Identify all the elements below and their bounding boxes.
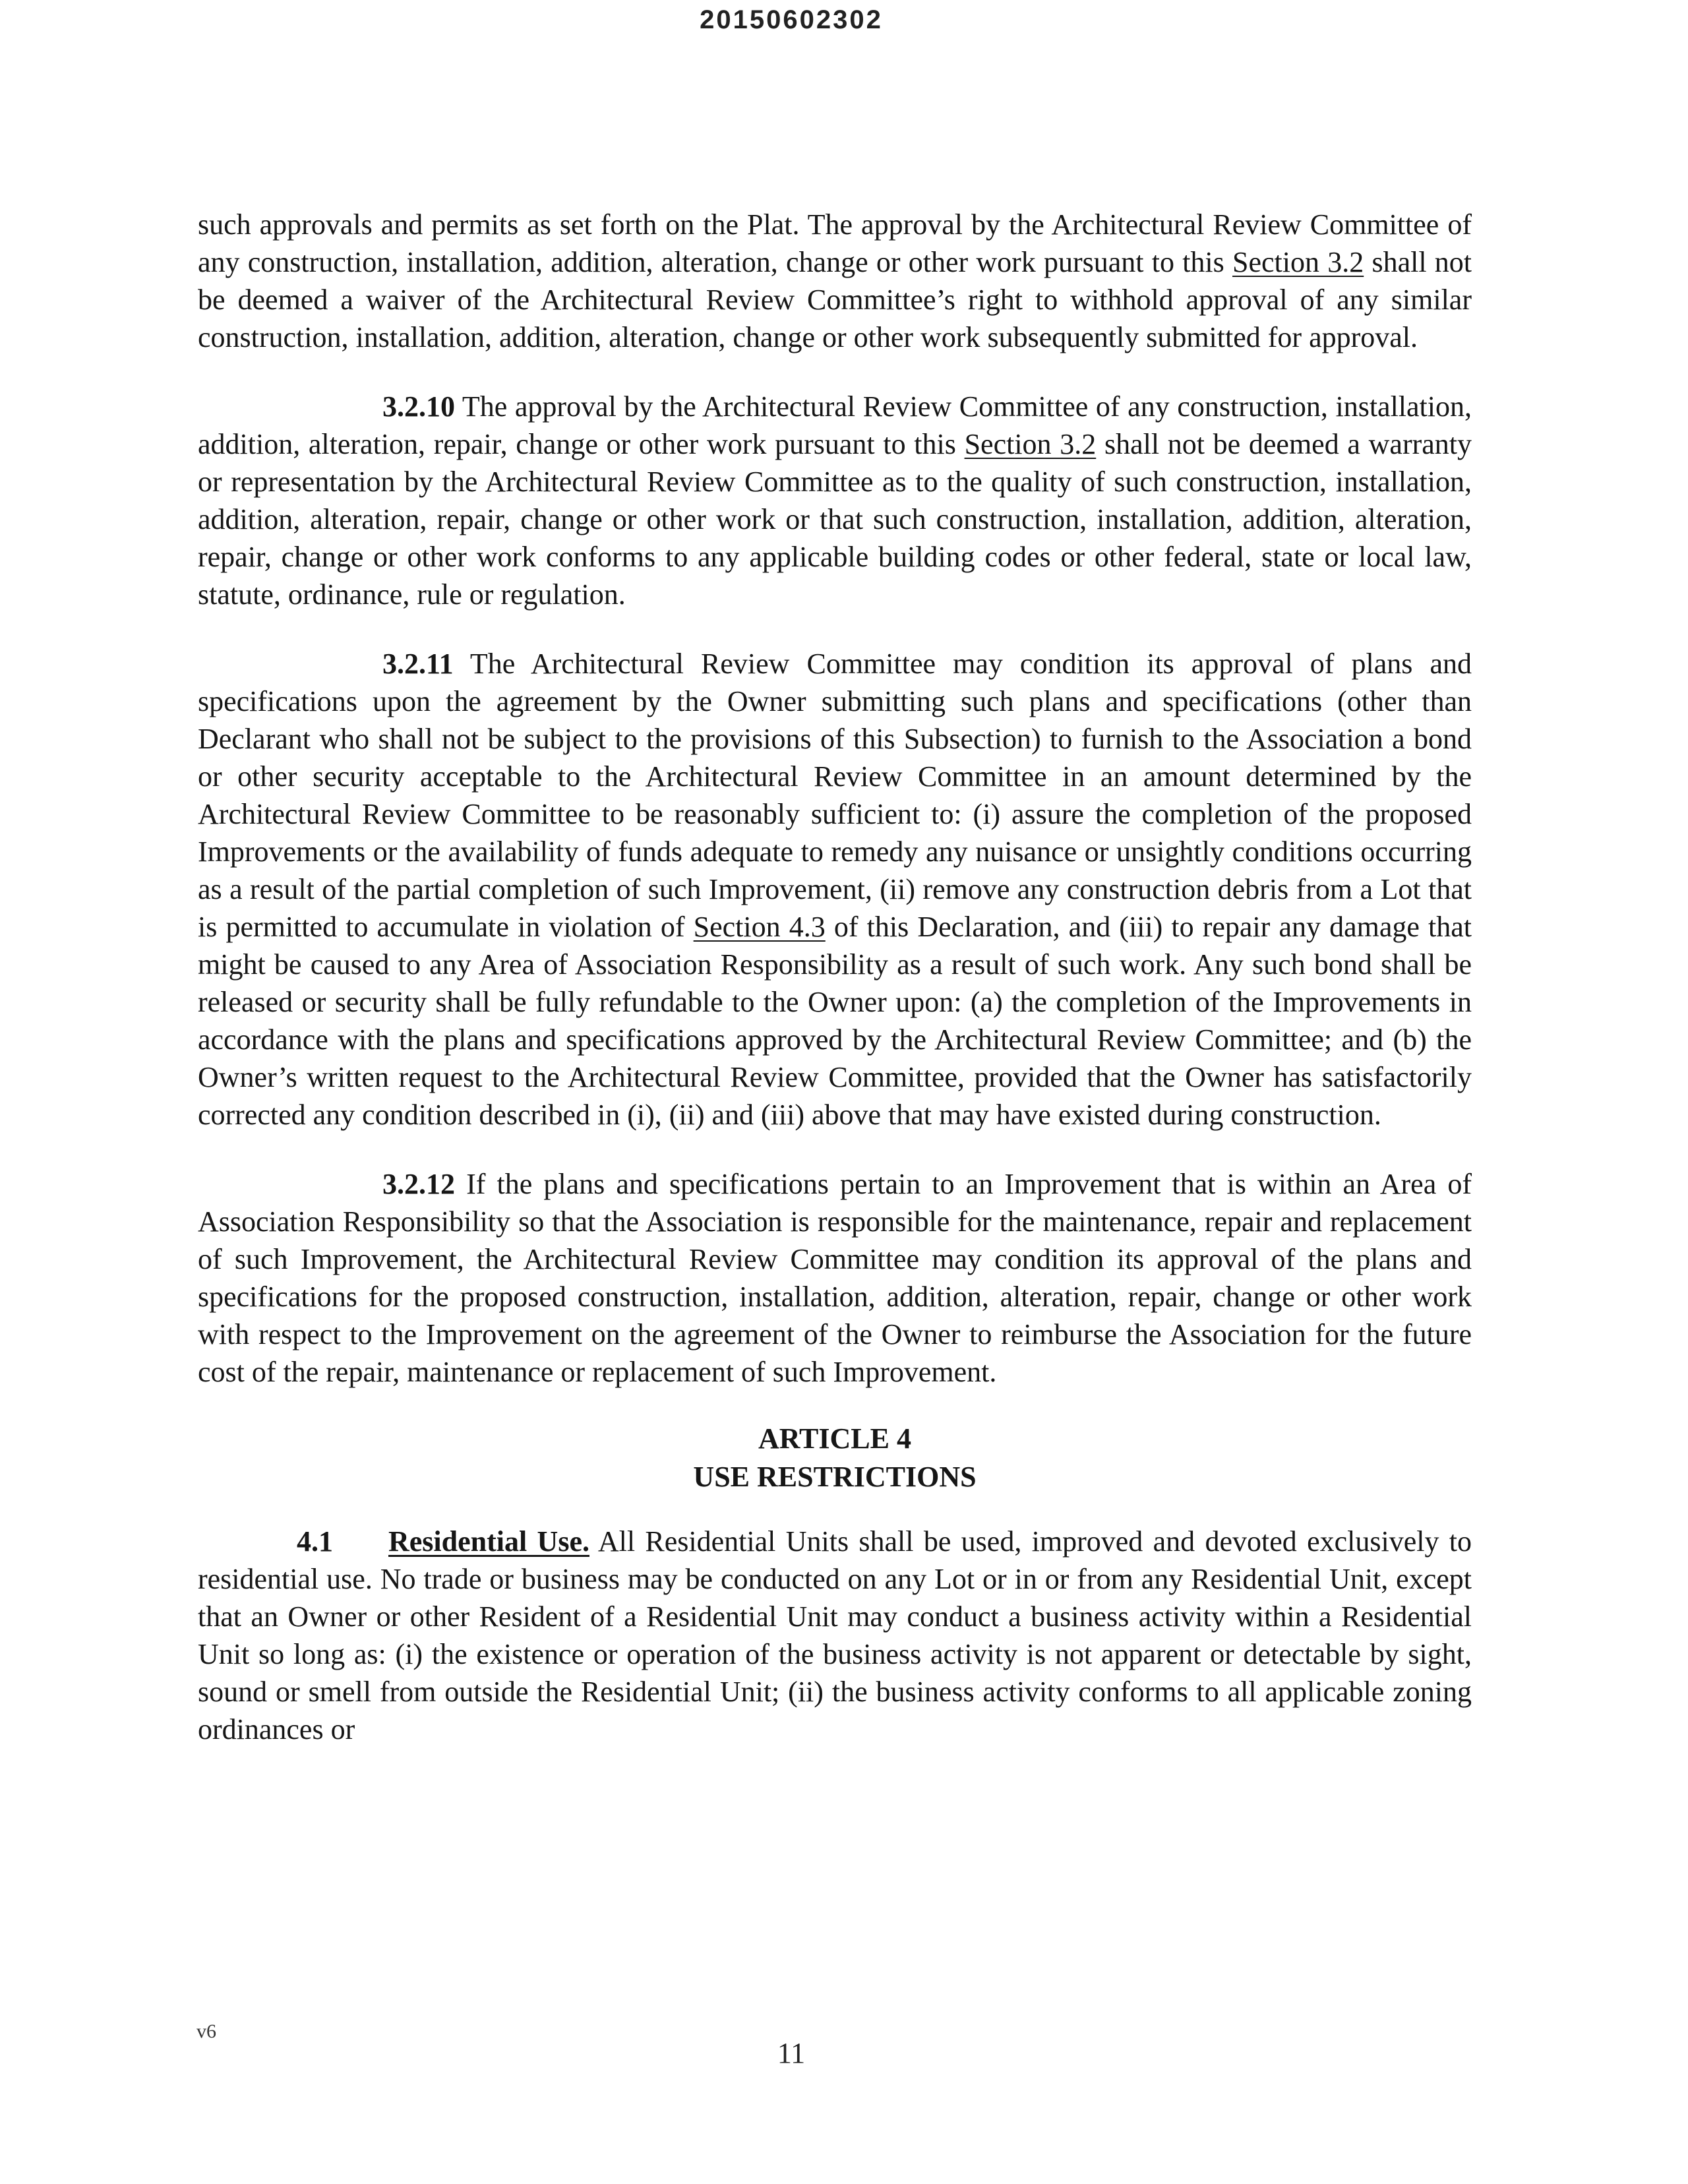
page-number: 11: [777, 2037, 806, 2069]
article-number: ARTICLE 4: [758, 1422, 911, 1455]
paragraph-4-1: [198, 1523, 1472, 1748]
paragraph-text: shall not be deemed a warranty or representation by the Architectural Review Committee as to the quality of such construction, installation, addition, alteration, repair, change or other work or that such construction, installation, addition, alteration, repair, change or other work conforms to any applicable building codes or other federal, state or local law, statute, ordinance, rule or regulation.: [198, 428, 1472, 611]
paragraph-text: The Architectural Review Committee may condition its approval of plans and specifications upon the agreement by the Owner submitting such plans and specifications (other than Declarant who shall not be subject to the provisions of this Subsection) to furnish to the Association a bond or other security acceptable to the Architectural Review Committee in an amount determined by the Architectural Review Committee to be reasonably sufficient to: (i) assure the completion of the proposed Improvements or the availability of funds adequate to remedy any nuisance or unsightly conditions occurring as a result of the partial completion of such Improvement, (ii) remove any construction debris from a Lot that is permitted to accumulate in violation of: [198, 648, 1472, 943]
paragraph-text: The approval by the Architectural Review Committee of any construction, installation, addition, alteration, repair, change or other work pursuant to this: [198, 390, 1472, 460]
section-title: Residential Use.: [388, 1525, 589, 1558]
document-number: 20150602302: [700, 5, 883, 34]
paragraph-3-2-11: [198, 645, 1472, 1134]
section-number: 3.2.12: [382, 1168, 455, 1200]
paragraph-text: shall not be deemed a waiver of the Architectural Review Committee’s right to withhold approval of any similar construction, installation, addition, alteration, change or other work subsequently submitted for approval.: [198, 246, 1472, 353]
section-reference: Section 3.2: [1232, 246, 1364, 278]
version-label: v6: [196, 2020, 216, 2042]
article-heading: [198, 1420, 1472, 1496]
section-number: 4.1: [297, 1525, 333, 1558]
section-number: 3.2.11: [382, 648, 454, 680]
paragraph-text: of this Declaration, and (iii) to repair any damage that might be caused to any Area of Association Responsibility as a result of such work. Any such bond shall be released or security shall be fully refundable to the Owner upon: (a) the completion of the Improvements in accordance with the plans and specifications approved by the Architectural Review Committee; and (b) the Owner’s written request to the Architectural Review Committee, provided that the Owner has satisfactorily corrected any condition described in (i), (ii) and (iii) above that may have existed during construction.: [198, 911, 1472, 1131]
section-reference: Section 4.3: [693, 911, 826, 943]
paragraph-3-2-12: [198, 1165, 1472, 1391]
article-title: USE RESTRICTIONS: [693, 1461, 977, 1493]
paragraph-text: such approvals and permits as set forth on the Plat. The approval by the Architectural Review Committee of any construction, installation, addition, alteration, change or other work pursuant to this: [198, 208, 1472, 278]
section-reference: Section 3.2: [964, 428, 1097, 460]
document-body: [198, 206, 1472, 1748]
section-number: 3.2.10: [382, 390, 455, 423]
paragraph-text: If the plans and specifications pertain to an Improvement that is within an Area of Association Responsibility so that the Association is responsible for the maintenance, repair and replacement of such Improvement, the Architectural Review Committee may condition its approval of the plans and specifications for the proposed construction, installation, addition, alteration, repair, change or other work with respect to the Improvement on the agreement of the Owner to reimburse the Association for the future cost of the repair, maintenance or replacement of such Improvement.: [198, 1168, 1472, 1388]
paragraph-text: All Residential Units shall be used, improved and devoted exclusively to residential use. No trade or business may be conducted on any Lot or in or from any Residential Unit, except that an Owner or other Resident of a Residential Unit may conduct a business activity within a Residential Unit so long as: (i) the existence or operation of the business activity is not apparent or detectable by sight, sound or smell from outside the Residential Unit; (ii) the business activity conforms to all applicable zoning ordinances or: [198, 1525, 1472, 1745]
paragraph-3-2-9-continuation: [198, 206, 1472, 356]
paragraph-3-2-10: [198, 388, 1472, 613]
